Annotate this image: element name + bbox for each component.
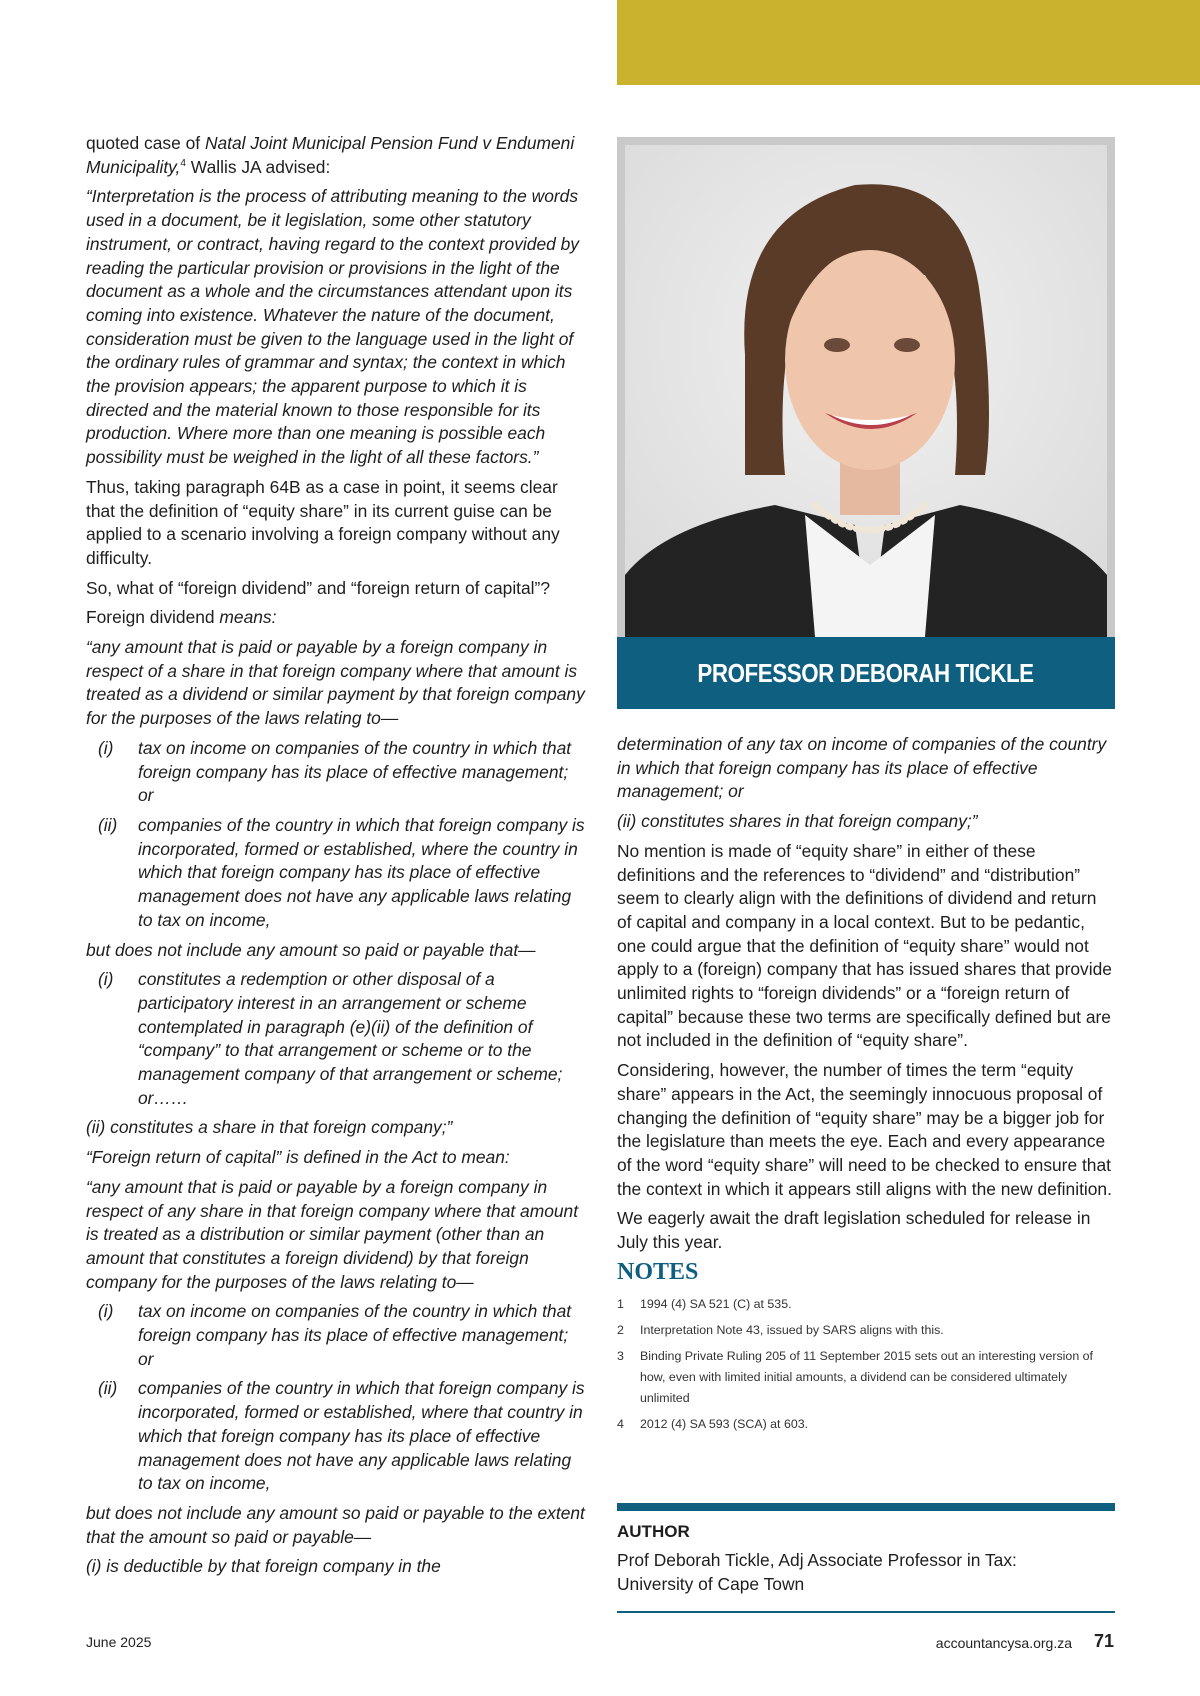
fd-exclusion-text: constitutes a redemption or other disposal of a participatory interest in an arrangement or scheme contemplated in paragraph (e)(ii) of the definition of “company” to that arrangement or scheme or to the management company of that arrangement or scheme; or…… bbox=[138, 969, 563, 1108]
frc-exclusion-i: (i) is deductible by that foreign company in the bbox=[86, 1556, 441, 1577]
photo-caption-bar bbox=[617, 637, 1115, 709]
paragraph-so-what: So, what of “foreign dividend” and “foreign return of capital”? bbox=[86, 577, 551, 598]
note-number: 4 bbox=[617, 1417, 624, 1432]
note-number: 2 bbox=[617, 1323, 624, 1338]
author-photo-frame bbox=[617, 137, 1115, 637]
intro-paragraph bbox=[86, 132, 586, 179]
frc-item-ii bbox=[98, 1377, 586, 1496]
author-heading: AUTHOR bbox=[617, 1522, 690, 1541]
author-details bbox=[617, 1549, 1115, 1596]
fd-exclusion-number: (i) bbox=[98, 969, 114, 990]
note-number: 3 bbox=[617, 1349, 624, 1364]
footnote-ref-4[interactable]: 4 bbox=[180, 157, 186, 169]
frc-exclusion-ii: (ii) constitutes shares in that foreign company;” bbox=[617, 811, 978, 832]
note-text: Interpretation Note 43, issued by SARS aligns with this. bbox=[640, 1323, 944, 1338]
note-item bbox=[617, 1346, 1115, 1409]
fd-item-number: (i) bbox=[98, 737, 114, 758]
notes-list bbox=[617, 1294, 1115, 1435]
paragraph-no-mention: No mention is made of “equity share” in either of these definitions and the references to “dividend” and “distribution” seem to clearly align with the definitions of dividend and return of capital and company in a local context. But to be pedantic, one could argue that the definition of “equity share” would not apply to a (foreign) company that has issued shares that provide unlimited rights to “foreign dividends” or a “foreign return of capital” because these two terms are specifically defined but are not included in the definition of “equity share”. bbox=[617, 840, 1112, 1051]
notes-heading: NOTES bbox=[617, 1258, 699, 1285]
note-text: Binding Private Ruling 205 of 11 September 2015 sets out an interesting version of how, even with limited initial amounts, a dividend can be considered ultimately unlimited bbox=[640, 1349, 1093, 1406]
fd-exclusion-ii: (ii) constitutes a share in that foreign company;” bbox=[86, 1117, 453, 1138]
left-article-column bbox=[86, 132, 586, 1585]
paragraph-thus: Thus, taking paragraph 64B as a case in point, it seems clear that the definition of “equity share” in its current guise can be applied to a scenario involving a foreign company without any difficulty. bbox=[86, 476, 560, 568]
fd-item-text: tax on income on companies of the country in which that foreign company has its place of effective management; or bbox=[138, 737, 572, 806]
author-line-1: Prof Deborah Tickle, Adj Associate Professor in Tax: bbox=[617, 1550, 1017, 1570]
note-number: 1 bbox=[617, 1297, 624, 1312]
note-item bbox=[617, 1414, 1115, 1435]
intro-text: quoted case of bbox=[86, 133, 205, 153]
paragraph-await: We eagerly await the draft legislation scheduled for release in July this year. bbox=[617, 1208, 1091, 1253]
note-text: 2012 (4) SA 593 (SCA) at 603. bbox=[640, 1417, 809, 1432]
frc-definition: “any amount that is paid or payable by a foreign company in respect of any share in that foreign company where that amount is treated as a distribution or similar payment (other than an amount that constitutes a foreign dividend) by that foreign company for the purposes of the laws relating to— bbox=[86, 1176, 579, 1292]
decorative-top-bar bbox=[617, 0, 1200, 85]
fd-intro-means: means: bbox=[219, 607, 277, 628]
intro-text-end: Wallis JA advised: bbox=[185, 156, 331, 177]
paragraph-considering: Considering, however, the number of times the term “equity share” appears in the Act, the seemingly innocuous proposal of changing the definition of “equity share” may be a bigger job for the legislature than meets the eye. Each and every appearance of the word “equity share” will need to be checked to ensure that the context in which it appears still aligns with the new definition. bbox=[617, 1060, 1112, 1199]
frc-item-text: companies of the country in which that foreign company is incorporated, formed or established, where that country in which that foreign company has its place of effective management does not have any applicable laws relating to tax on income, bbox=[138, 1378, 585, 1494]
author-portrait-image bbox=[625, 145, 1107, 637]
note-item bbox=[617, 1320, 1115, 1341]
author-line-2: University of Cape Town bbox=[617, 1573, 805, 1594]
footer-date: June 2025 bbox=[86, 1634, 152, 1650]
author-bottom-rule bbox=[617, 1611, 1115, 1613]
fd-exclusion-i bbox=[98, 968, 586, 1110]
footer-website-link[interactable]: accountancysa.org.za bbox=[935, 1635, 1072, 1651]
photo-caption: PROFESSOR DEBORAH TICKLE bbox=[697, 657, 1035, 688]
fd-exclusion-intro: but does not include any amount so paid or payable that— bbox=[86, 939, 536, 960]
fd-item-number: (ii) bbox=[98, 814, 118, 835]
fd-item-text: companies of the country in which that foreign company is incorporated, formed or established, where the country in which that foreign company has its place of effective management does not have any applicable laws relating to tax on income, bbox=[138, 814, 585, 930]
foreign-dividend-intro bbox=[86, 606, 586, 630]
frc-exclusion-intro: but does not include any amount so paid or payable to the extent that the amount so paid or payable— bbox=[86, 1502, 585, 1547]
foreign-dividend-definition: “any amount that is paid or payable by a foreign company in respect of a share in that foreign company where that amount is treated as a dividend or similar payment by that foreign company for the purposes of the laws relating to— bbox=[86, 637, 585, 729]
fd-item-i bbox=[98, 737, 586, 808]
page-number: 71 bbox=[1093, 1631, 1114, 1651]
frc-item-number: (i) bbox=[98, 1301, 114, 1322]
note-item bbox=[617, 1294, 1115, 1315]
right-article-column bbox=[617, 733, 1115, 1440]
fd-intro-text: Foreign dividend bbox=[86, 607, 220, 628]
frc-continued-quote: determination of any tax on income of companies of the country in which that foreign company has its place of effective management; or bbox=[617, 734, 1107, 802]
fd-item-ii bbox=[98, 814, 586, 933]
wallis-quote: “Interpretation is the process of attributing meaning to the words used in a document, be it legislation, some other statutory instrument, or contract, having regard to the context provided by reading the particular provision or provisions in the light of the document as a whole and the circumstances attendant upon its coming into existence. Whatever the nature of the document, consideration must be given to the language used in the light of the ordinary rules of grammar and syntax; the context in which the provision appears; the apparent purpose to which it is directed and the material known to those responsible for its production. Where more than one meaning is possible each possibility must be weighed in the light of all these factors.” bbox=[86, 186, 580, 468]
frc-intro: “Foreign return of capital” is defined in the Act to mean: bbox=[86, 1147, 510, 1168]
frc-item-i bbox=[98, 1300, 586, 1371]
author-top-rule bbox=[617, 1503, 1115, 1511]
note-text: 1994 (4) SA 521 (C) at 535. bbox=[640, 1297, 792, 1312]
frc-item-number: (ii) bbox=[98, 1378, 118, 1399]
case-citation: Natal Joint Municipal Pension Fund v Endumeni Municipality, bbox=[86, 133, 575, 177]
frc-item-text: tax on income on companies of the country in which that foreign company has its place of effective management; or bbox=[138, 1301, 572, 1369]
